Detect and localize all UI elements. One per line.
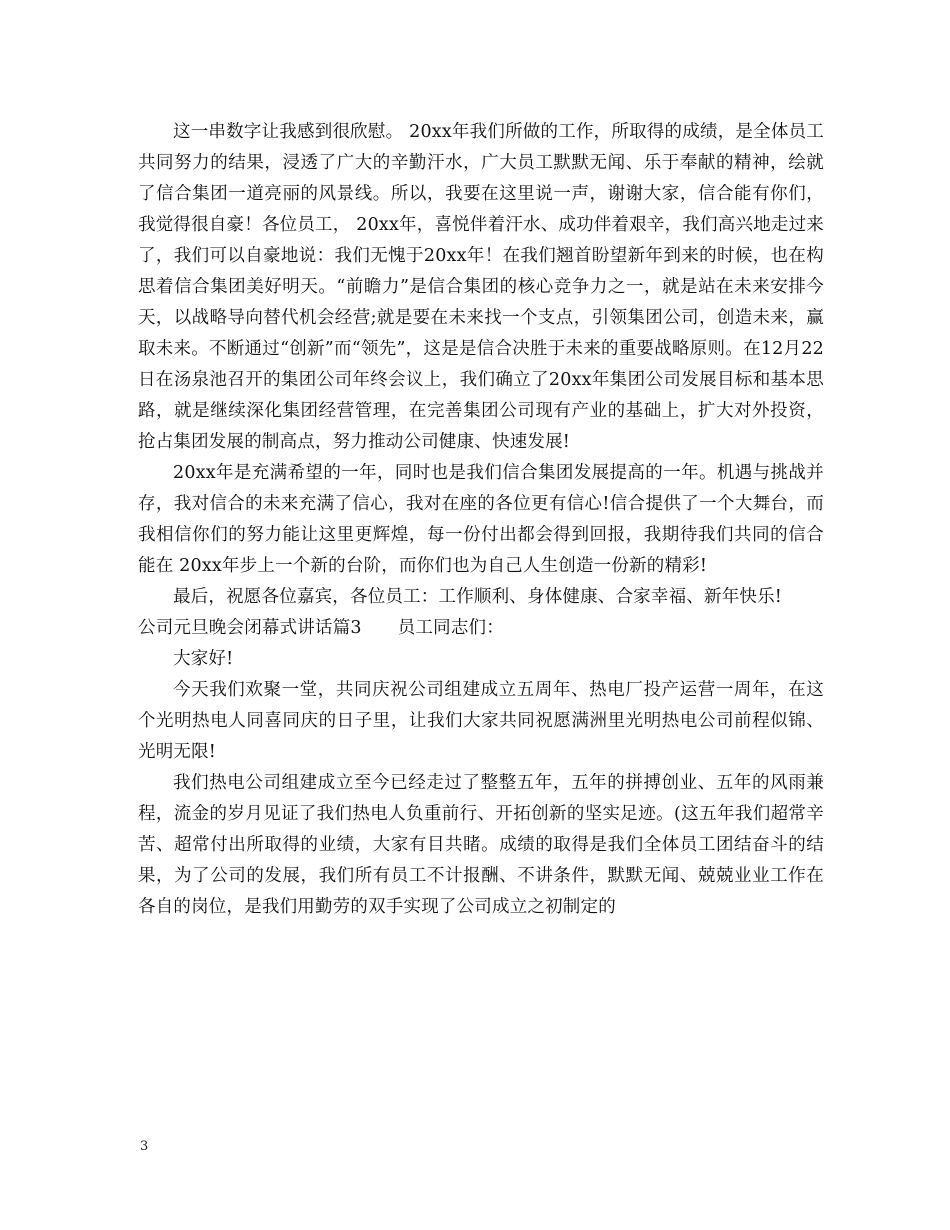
section-salutation: 员工同志们： [397, 618, 504, 638]
paragraph-outlook: 20xx年是充满希望的一年，同时也是我们信合集团发展提高的一年。机遇与挑战并存，我对信合的未来充满了信心，我对在座的各位更有信心!信合提供了一个大舞台，而我相信你们的努力能让这里更辉煌，每一份付出都会得到回报，我期待我们共同的信合能在 20xx年步上一个新的台阶，而你们也为自己人生创造一份新的精彩! [138, 463, 824, 576]
section-heading-title: 公司元旦晚会闭幕式讲话篇3 [138, 618, 362, 638]
paragraph-gratitude: 这一串数字让我感到很欣慰。 20xx年我们所做的工作，所取得的成绩，是全体员工共同努力的结果，浸透了广大的辛勤汗水，广大员工默默无闻、乐于奉献的精神，绘就了信合集团一道亮丽的风景线。所以，我要在这里说一声，谢谢大家，信合能有你们，我觉得很自豪！各位员工， 20xx年，喜悦伴着汗水、成功伴着艰辛，我们高兴地走过来了，我们可以自豪地说：我们无愧于20xx年！在我们翘首盼望新年到来的时候，也在构思着信合集团美好明天。“前瞻力”是信合集团的核心竞争力之一，就是站在未来安排今天，以战略导向替代机会经营;就是要在未来找一个支点，引领集团公司，创造未来，赢取未来。不断通过“创新”而“领先”，这是是信合决胜于未来的重要战略原则。在12月22日在汤泉池召开的集团公司年终会议上，我们确立了20xx年集团公司发展目标和基本思路，就是继续深化集团经营管理，在完善集团公司现有产业的基础上，扩大对外投资，抢占集团发展的制高点，努力推动公司健康、快速发展! [138, 122, 824, 452]
paragraph-celebration: 今天我们欢聚一堂，共同庆祝公司组建成立五周年、热电厂投产运营一周年，在这个光明热电人同喜同庆的日子里，让我们大家共同祝愿满洲里光明热电公司前程似锦、光明无限! [138, 680, 824, 762]
section-heading-line [138, 613, 824, 644]
document-body [138, 117, 824, 923]
paragraph-five-years: 我们热电公司组建成立至今已经走过了整整五年，五年的拼搏创业、五年的风雨兼程，流金的岁月见证了我们热电人负重前行、开拓创新的坚实足迹。(这五年我们超常辛苦、超常付出所取得的业绩，大家有目共睹。成绩的取得是我们全体员工团结奋斗的结果，为了公司的发展，我们所有员工不计报酬、不讲条件，默默无闻、兢兢业业工作在各自的岗位，是我们用勤劳的双手实现了公司成立之初制定的 [138, 773, 824, 917]
paragraph-wishes: 最后，祝愿各位嘉宾，各位员工：工作顺利、身体健康、合家幸福、新年快乐! [173, 587, 783, 607]
page-number: 3 [140, 1139, 149, 1154]
paragraph-greeting: 大家好! [173, 649, 234, 669]
